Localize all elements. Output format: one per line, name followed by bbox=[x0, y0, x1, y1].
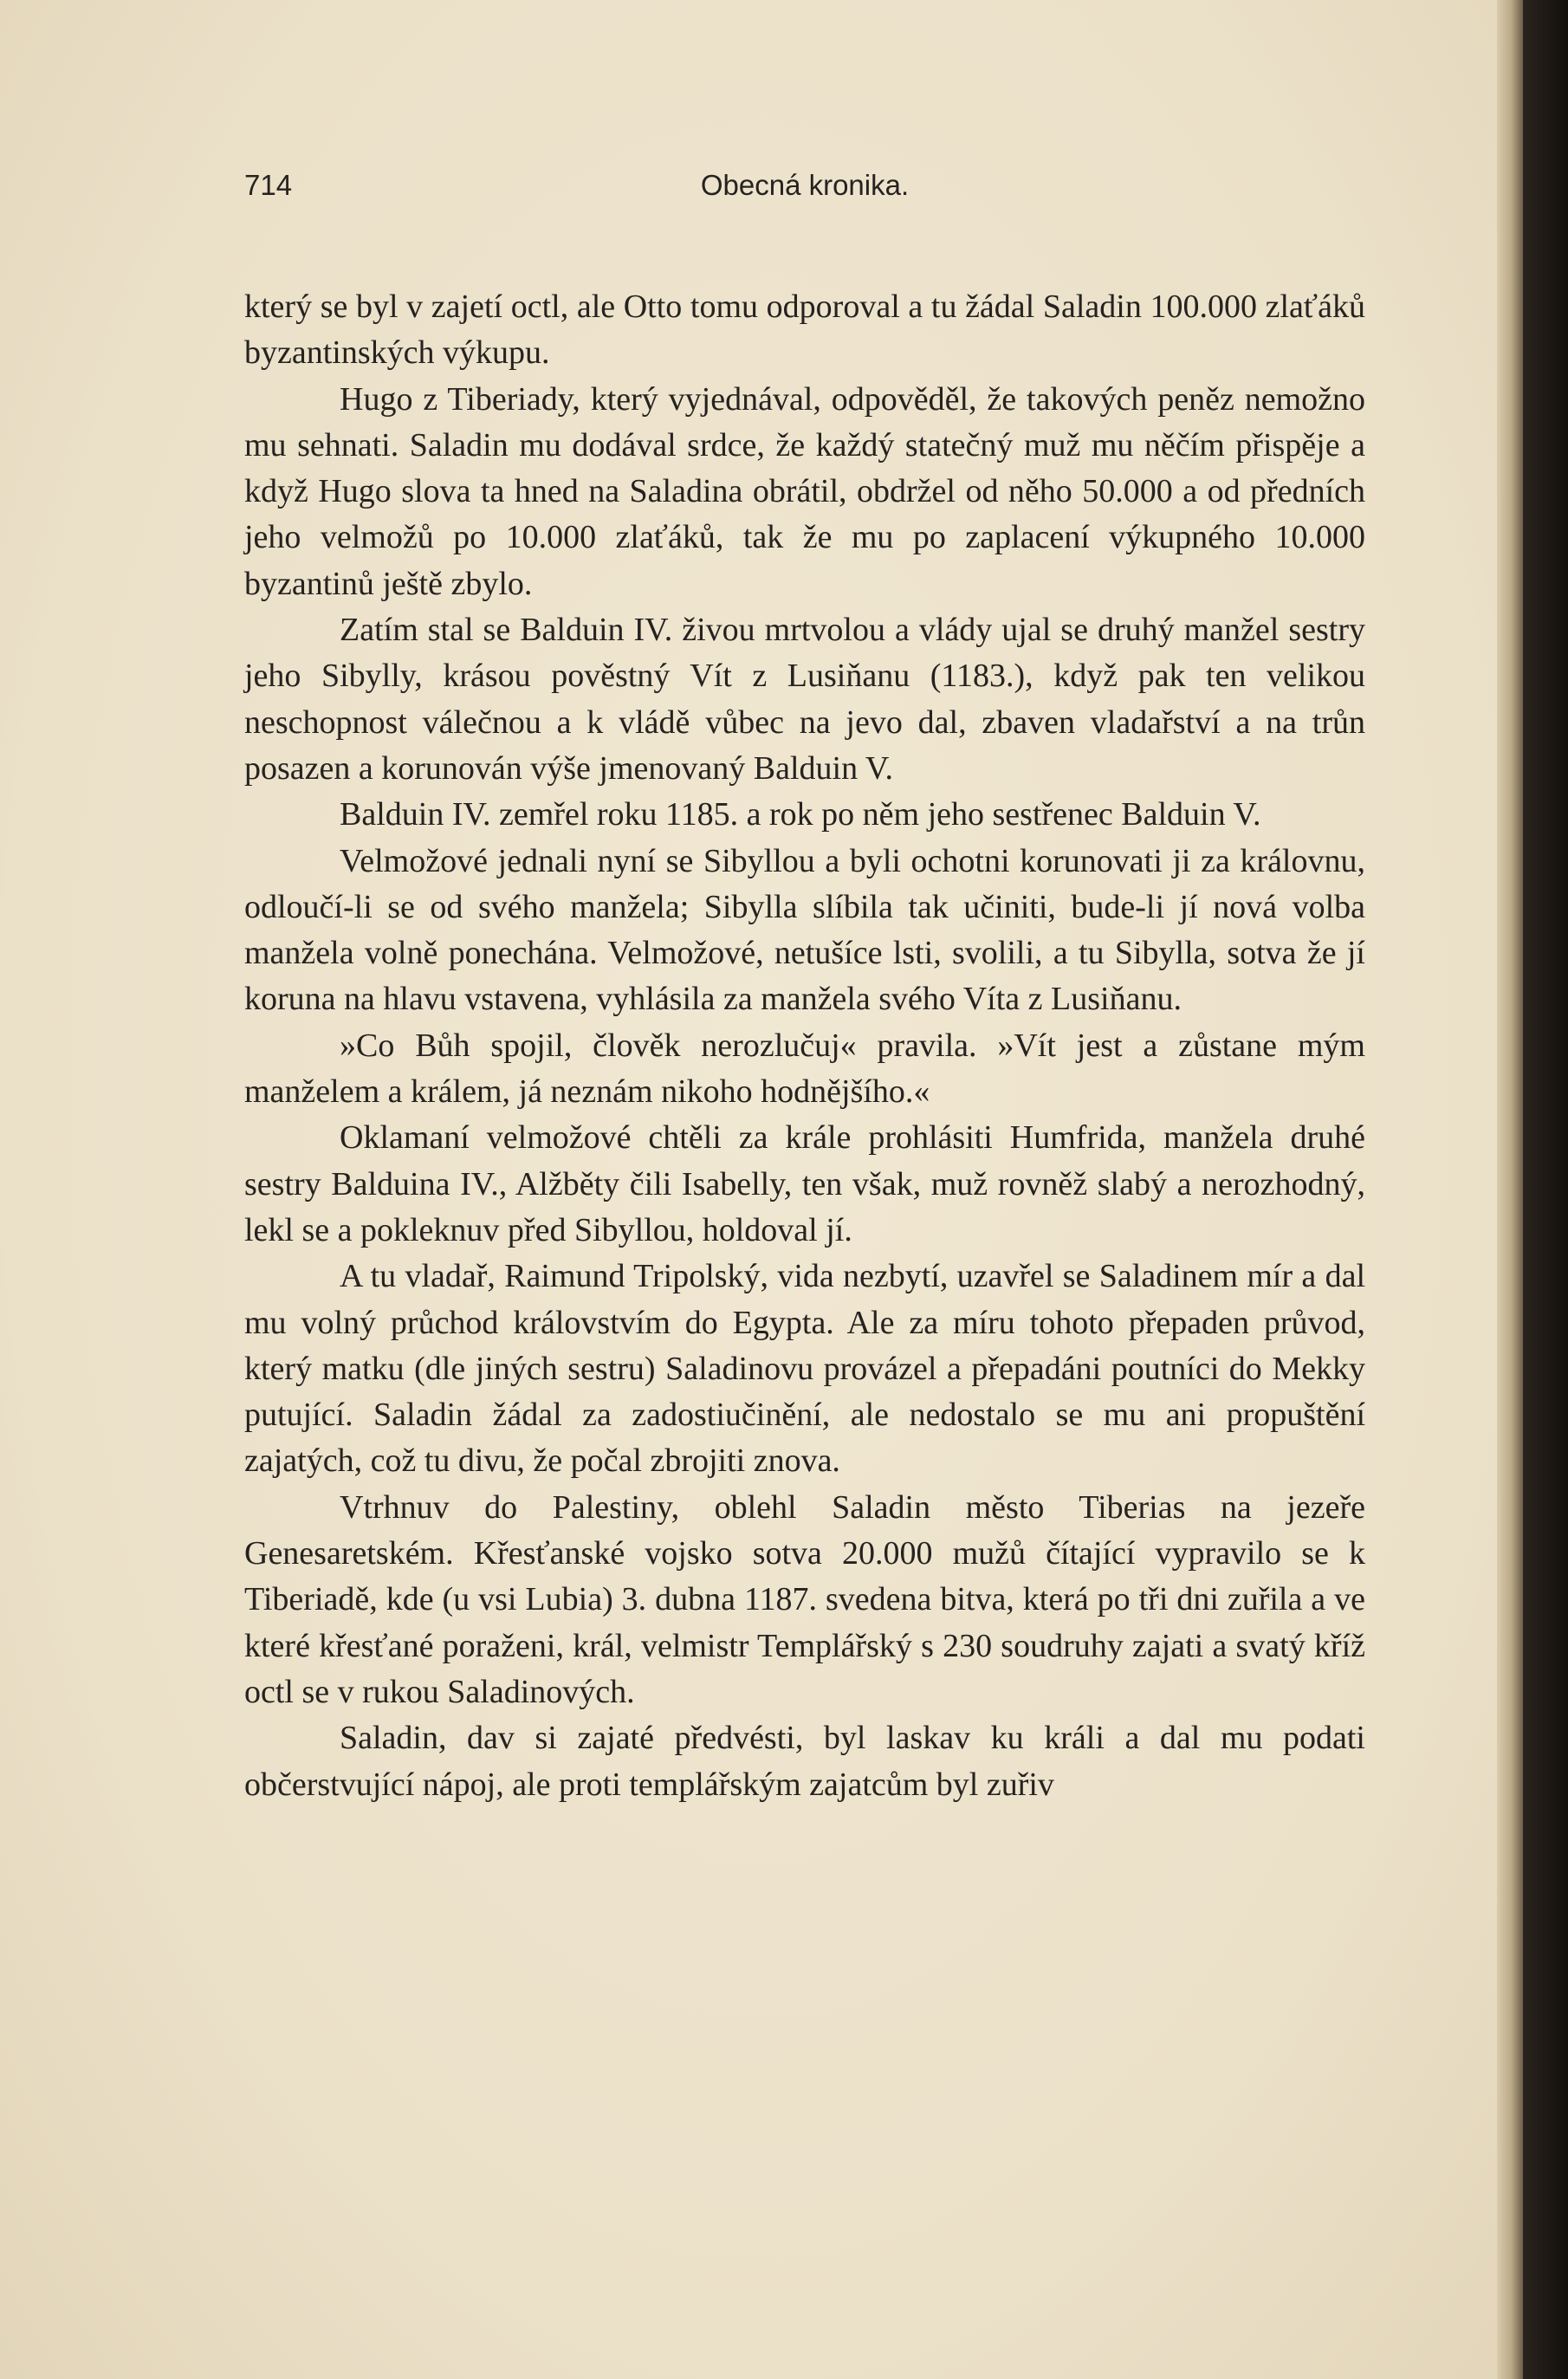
paragraph: Velmožové jednali nyní se Sibyllou a byli ochotni korunovati ji za královnu, odloučí-li se od svého manžela; Sibylla slíbila tak učiniti, bude-li jí nová volba manžela volně ponechána. Velmožové, netušíce lsti, svolili, a tu Sibylla, sotva že jí koruna na hlavu vstavena, vyhlásila za manžela svého Víta z Lusiňanu. bbox=[244, 842, 1365, 1018]
page-gutter-shadow bbox=[1497, 0, 1523, 2379]
paragraph: Oklamaní velmožové chtěli za krále prohlásiti Humfrida, manžela druhé sestry Balduina IV., Alžběty čili Isabelly, ten však, muž rovněž slabý a nerozhodný, lekl se a pokleknuv před Sibyllou, holdoval jí. bbox=[244, 1119, 1365, 1248]
running-title: Obecná kronika. bbox=[700, 169, 910, 201]
page-content bbox=[244, 156, 1365, 1808]
page-body bbox=[244, 284, 1365, 1808]
page-number: 714 bbox=[244, 169, 293, 201]
book-edge bbox=[1523, 0, 1568, 2379]
paragraph: Saladin, dav si zajaté předvésti, byl laskav ku králi a dal mu podati občerstvující nápoj, ale proti templářským zajatcům byl zuřiv bbox=[244, 1720, 1365, 1803]
paragraph: Vtrhnuv do Palestiny, oblehl Saladin město Tiberias na jezeře Genesaretském. Křesťanské vojsko sotva 20.000 mužů čítající vypravilo se k Tiberiadě, kde (u vsi Lubia) 3. dubna 1187. svedena bitva, která po tři dni zuřila a ve které křesťané poraženi, král, velmistr Templářský s 230 soudruhy zajati a svatý kříž octl se v rukou Saladinových. bbox=[244, 1488, 1365, 1710]
paragraph: Hugo z Tiberiady, který vyjednával, odpověděl, že takových peněz nemožno mu sehnati. Saladin mu dodával srdce, že každý statečný muž mu něčím přispěje a když Hugo slova ta hned na Saladina obrátil, obdržel od něho 50.000 a od předních jeho velmožů po 10.000 zlaťáků, tak že mu po zaplacení výkupného 10.000 byzantinů ještě zbylo. bbox=[244, 380, 1365, 602]
paragraph: Zatím stal se Balduin IV. živou mrtvolou a vlády ujal se druhý manžel sestry jeho Sibylly, krásou pověstný Vít z Lusiňanu (1183.), když pak ten velikou neschopnost válečnou a k vládě vůbec na jevo dal, zbaven vladařství a na trůn posazen a korunován výše jmenovaný Balduin V. bbox=[244, 612, 1365, 787]
page-header bbox=[244, 156, 1365, 215]
paragraph: A tu vladař, Raimund Tripolský, vida nezbytí, uzavřel se Saladinem mír a dal mu volný průchod královstvím do Egypta. Ale za míru tohoto přepaden průvod, který matku (dle jiných sestru) Saladinovu provázel a přepadáni poutníci do Mekky putující. Saladin žádal za zadostiučinění, ale nedostalo se mu ani propuštění zajatých, což tu divu, že počal zbrojiti znova. bbox=[244, 1258, 1365, 1480]
paragraph: Balduin IV. zemřel roku 1185. a rok po něm jeho sestřenec Balduin V. bbox=[340, 796, 1261, 833]
paragraph: který se byl v zajetí octl, ale Otto tomu odporoval a tu žádal Saladin 100.000 zlaťáků byzantinských výkupu. bbox=[244, 288, 1365, 372]
paragraph: »Co Bůh spojil, člověk nerozlučuj« pravila. »Vít jest a zůstane mým manželem a králem, já neznám nikoho hodnějšího.« bbox=[244, 1027, 1365, 1111]
